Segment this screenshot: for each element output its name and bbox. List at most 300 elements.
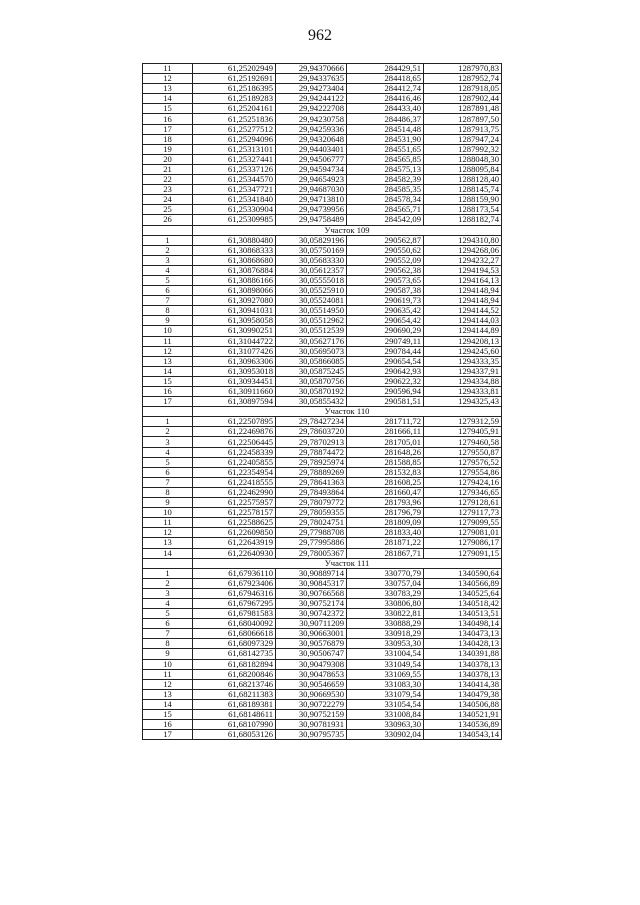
x-coordinate-cell: 281871,22 — [347, 538, 424, 548]
y-coordinate-cell: 1279117,73 — [424, 508, 502, 518]
x-coordinate-cell: 290622,32 — [347, 376, 424, 386]
longitude-cell: 30,05870756 — [276, 376, 347, 386]
latitude-cell: 61,68142735 — [193, 649, 276, 659]
x-coordinate-cell: 330963,30 — [347, 720, 424, 730]
table-row — [143, 235, 502, 245]
latitude-cell: 61,22640930 — [193, 548, 276, 558]
point-number-cell: 4 — [143, 447, 193, 457]
longitude-cell: 30,90663001 — [276, 629, 347, 639]
y-coordinate-cell: 1340391,88 — [424, 649, 502, 659]
y-coordinate-cell: 1340506,88 — [424, 699, 502, 709]
section-spacer-cell — [143, 407, 193, 417]
longitude-cell: 29,94758489 — [276, 215, 347, 225]
x-coordinate-cell: 281711,72 — [347, 417, 424, 427]
point-number-cell: 1 — [143, 235, 193, 245]
x-coordinate-cell: 284531,90 — [347, 134, 424, 144]
longitude-cell: 30,90781931 — [276, 720, 347, 730]
table-row — [143, 185, 502, 195]
latitude-cell: 61,25327441 — [193, 154, 276, 164]
x-coordinate-cell: 290642,93 — [347, 366, 424, 376]
longitude-cell: 29,78603720 — [276, 427, 347, 437]
y-coordinate-cell: 1279405,91 — [424, 427, 502, 437]
table-row — [143, 144, 502, 154]
longitude-cell: 30,90752174 — [276, 598, 347, 608]
longitude-cell: 30,90889714 — [276, 568, 347, 578]
point-number-cell: 1 — [143, 417, 193, 427]
table-row — [143, 336, 502, 346]
y-coordinate-cell: 1287947,24 — [424, 134, 502, 144]
latitude-cell: 61,25204161 — [193, 104, 276, 114]
y-coordinate-cell: 1279460,58 — [424, 437, 502, 447]
latitude-cell: 61,25202949 — [193, 64, 276, 74]
point-number-cell: 12 — [143, 346, 193, 356]
y-coordinate-cell: 1294232,27 — [424, 255, 502, 265]
x-coordinate-cell: 284565,71 — [347, 205, 424, 215]
longitude-cell: 30,90722279 — [276, 699, 347, 709]
longitude-cell: 30,05829196 — [276, 235, 347, 245]
y-coordinate-cell: 1340414,38 — [424, 679, 502, 689]
section-header-row — [143, 225, 502, 235]
x-coordinate-cell: 330918,29 — [347, 629, 424, 639]
x-coordinate-cell: 290635,42 — [347, 306, 424, 316]
y-coordinate-cell: 1340590,64 — [424, 568, 502, 578]
longitude-cell: 30,05855432 — [276, 397, 347, 407]
y-coordinate-cell: 1294208,13 — [424, 336, 502, 346]
x-coordinate-cell: 290654,54 — [347, 356, 424, 366]
x-coordinate-cell: 290690,29 — [347, 326, 424, 336]
y-coordinate-cell: 1340543,14 — [424, 730, 502, 740]
latitude-cell: 61,22643919 — [193, 538, 276, 548]
table-row — [143, 619, 502, 629]
y-coordinate-cell: 1288048,30 — [424, 154, 502, 164]
longitude-cell: 30,90766568 — [276, 588, 347, 598]
x-coordinate-cell: 284575,13 — [347, 164, 424, 174]
y-coordinate-cell: 1294144,89 — [424, 326, 502, 336]
point-number-cell: 2 — [143, 427, 193, 437]
point-number-cell: 6 — [143, 619, 193, 629]
point-number-cell: 21 — [143, 164, 193, 174]
y-coordinate-cell: 1279091,15 — [424, 548, 502, 558]
latitude-cell: 61,25313101 — [193, 144, 276, 154]
point-number-cell: 9 — [143, 649, 193, 659]
latitude-cell: 61,68040092 — [193, 619, 276, 629]
table-row — [143, 195, 502, 205]
y-coordinate-cell: 1294144,03 — [424, 316, 502, 326]
latitude-cell: 61,30911660 — [193, 387, 276, 397]
table-row — [143, 255, 502, 265]
table-row — [143, 114, 502, 124]
point-number-cell: 10 — [143, 326, 193, 336]
point-number-cell: 18 — [143, 134, 193, 144]
point-number-cell: 9 — [143, 498, 193, 508]
table-row — [143, 74, 502, 84]
y-coordinate-cell: 1279081,01 — [424, 528, 502, 538]
x-coordinate-cell: 331069,55 — [347, 669, 424, 679]
latitude-cell: 61,22354954 — [193, 467, 276, 477]
point-number-cell: 15 — [143, 376, 193, 386]
table-row — [143, 437, 502, 447]
y-coordinate-cell: 1294148,94 — [424, 286, 502, 296]
longitude-cell: 29,77995886 — [276, 538, 347, 548]
x-coordinate-cell: 331004,54 — [347, 649, 424, 659]
table-row — [143, 245, 502, 255]
x-coordinate-cell: 290619,73 — [347, 296, 424, 306]
longitude-cell: 30,90752159 — [276, 710, 347, 720]
table-row — [143, 538, 502, 548]
table-row — [143, 64, 502, 74]
y-coordinate-cell: 1294245,60 — [424, 346, 502, 356]
point-number-cell: 13 — [143, 689, 193, 699]
latitude-cell: 61,67981583 — [193, 609, 276, 619]
point-number-cell: 17 — [143, 397, 193, 407]
table-row — [143, 175, 502, 185]
longitude-cell: 30,05870192 — [276, 387, 347, 397]
x-coordinate-cell: 290749,11 — [347, 336, 424, 346]
table-row — [143, 134, 502, 144]
longitude-cell: 30,05512962 — [276, 316, 347, 326]
longitude-cell: 29,94230758 — [276, 114, 347, 124]
latitude-cell: 61,30963306 — [193, 356, 276, 366]
latitude-cell: 61,30876884 — [193, 265, 276, 275]
table-row — [143, 94, 502, 104]
latitude-cell: 61,68182894 — [193, 659, 276, 669]
point-number-cell: 22 — [143, 175, 193, 185]
table-row — [143, 467, 502, 477]
x-coordinate-cell: 284416,46 — [347, 94, 424, 104]
table-row — [143, 588, 502, 598]
longitude-cell: 29,78005367 — [276, 548, 347, 558]
point-number-cell: 15 — [143, 710, 193, 720]
latitude-cell: 61,22609850 — [193, 528, 276, 538]
latitude-cell: 61,25330904 — [193, 205, 276, 215]
table-row — [143, 508, 502, 518]
table-row — [143, 578, 502, 588]
x-coordinate-cell: 284514,48 — [347, 124, 424, 134]
x-coordinate-cell: 284429,51 — [347, 64, 424, 74]
point-number-cell: 6 — [143, 467, 193, 477]
point-number-cell: 5 — [143, 275, 193, 285]
y-coordinate-cell: 1294325,43 — [424, 397, 502, 407]
section-header-row — [143, 407, 502, 417]
y-coordinate-cell: 1279128,61 — [424, 498, 502, 508]
x-coordinate-cell: 284486,37 — [347, 114, 424, 124]
table-row — [143, 720, 502, 730]
x-coordinate-cell: 284582,39 — [347, 175, 424, 185]
latitude-cell: 61,25344570 — [193, 175, 276, 185]
x-coordinate-cell: 290784,44 — [347, 346, 424, 356]
x-coordinate-cell: 330888,29 — [347, 619, 424, 629]
latitude-cell: 61,22458339 — [193, 447, 276, 457]
point-number-cell: 8 — [143, 639, 193, 649]
table-row — [143, 669, 502, 679]
table-row — [143, 447, 502, 457]
y-coordinate-cell: 1287992,32 — [424, 144, 502, 154]
table-row — [143, 296, 502, 306]
point-number-cell: 11 — [143, 518, 193, 528]
y-coordinate-cell: 1279312,59 — [424, 417, 502, 427]
latitude-cell: 61,67923406 — [193, 578, 276, 588]
x-coordinate-cell: 330757,04 — [347, 578, 424, 588]
x-coordinate-cell: 281793,96 — [347, 498, 424, 508]
table-row — [143, 104, 502, 114]
x-coordinate-cell: 331008,84 — [347, 710, 424, 720]
table-row — [143, 498, 502, 508]
x-coordinate-cell: 290587,38 — [347, 286, 424, 296]
point-number-cell: 6 — [143, 286, 193, 296]
longitude-cell: 29,94222708 — [276, 104, 347, 114]
longitude-cell: 29,78024751 — [276, 518, 347, 528]
longitude-cell: 30,90478653 — [276, 669, 347, 679]
table-row — [143, 730, 502, 740]
point-number-cell: 3 — [143, 255, 193, 265]
latitude-cell: 61,68097329 — [193, 639, 276, 649]
latitude-cell: 61,67936110 — [193, 568, 276, 578]
longitude-cell: 30,05524081 — [276, 296, 347, 306]
y-coordinate-cell: 1294333,35 — [424, 356, 502, 366]
point-number-cell: 26 — [143, 215, 193, 225]
point-number-cell: 25 — [143, 205, 193, 215]
point-number-cell: 4 — [143, 265, 193, 275]
section-title: Участок 109 — [193, 225, 502, 235]
longitude-cell: 30,05866085 — [276, 356, 347, 366]
latitude-cell: 61,25294096 — [193, 134, 276, 144]
y-coordinate-cell: 1288159,90 — [424, 195, 502, 205]
point-number-cell: 17 — [143, 124, 193, 134]
point-number-cell: 4 — [143, 598, 193, 608]
point-number-cell: 11 — [143, 336, 193, 346]
point-number-cell: 3 — [143, 588, 193, 598]
x-coordinate-cell: 331049,54 — [347, 659, 424, 669]
latitude-cell: 61,67946316 — [193, 588, 276, 598]
y-coordinate-cell: 1294194,53 — [424, 265, 502, 275]
table-row — [143, 427, 502, 437]
y-coordinate-cell: 1287902,44 — [424, 94, 502, 104]
table-row — [143, 356, 502, 366]
y-coordinate-cell: 1340479,38 — [424, 689, 502, 699]
point-number-cell: 7 — [143, 629, 193, 639]
longitude-cell: 30,05695073 — [276, 346, 347, 356]
table-row — [143, 366, 502, 376]
point-number-cell: 8 — [143, 487, 193, 497]
point-number-cell: 12 — [143, 74, 193, 84]
table-row — [143, 387, 502, 397]
table-row — [143, 568, 502, 578]
longitude-cell: 30,90669530 — [276, 689, 347, 699]
page-number: 962 — [308, 27, 332, 44]
longitude-cell: 30,05875245 — [276, 366, 347, 376]
point-number-cell: 16 — [143, 720, 193, 730]
latitude-cell: 61,30868680 — [193, 255, 276, 265]
table-row — [143, 629, 502, 639]
x-coordinate-cell: 331054,54 — [347, 699, 424, 709]
point-number-cell: 7 — [143, 296, 193, 306]
x-coordinate-cell: 284542,09 — [347, 215, 424, 225]
longitude-cell: 29,94320648 — [276, 134, 347, 144]
table-row — [143, 417, 502, 427]
longitude-cell: 30,90711209 — [276, 619, 347, 629]
point-number-cell: 19 — [143, 144, 193, 154]
table-row — [143, 316, 502, 326]
point-number-cell: 24 — [143, 195, 193, 205]
y-coordinate-cell: 1294164,13 — [424, 275, 502, 285]
table-row — [143, 659, 502, 669]
x-coordinate-cell: 281532,83 — [347, 467, 424, 477]
y-coordinate-cell: 1294148,94 — [424, 296, 502, 306]
x-coordinate-cell: 281833,40 — [347, 528, 424, 538]
point-number-cell: 5 — [143, 609, 193, 619]
y-coordinate-cell: 1279550,87 — [424, 447, 502, 457]
table-row — [143, 84, 502, 94]
x-coordinate-cell: 290581,51 — [347, 397, 424, 407]
point-number-cell: 7 — [143, 477, 193, 487]
section-header-row — [143, 558, 502, 568]
y-coordinate-cell: 1279554,86 — [424, 467, 502, 477]
coordinates-table-body — [143, 64, 502, 740]
x-coordinate-cell: 290654,42 — [347, 316, 424, 326]
longitude-cell: 30,05514950 — [276, 306, 347, 316]
table-row — [143, 205, 502, 215]
y-coordinate-cell: 1288173,54 — [424, 205, 502, 215]
x-coordinate-cell: 330783,29 — [347, 588, 424, 598]
x-coordinate-cell: 281867,71 — [347, 548, 424, 558]
y-coordinate-cell: 1340518,42 — [424, 598, 502, 608]
latitude-cell: 61,30897594 — [193, 397, 276, 407]
longitude-cell: 30,90576879 — [276, 639, 347, 649]
latitude-cell: 61,25309985 — [193, 215, 276, 225]
table-row — [143, 609, 502, 619]
table-row — [143, 487, 502, 497]
x-coordinate-cell: 330902,04 — [347, 730, 424, 740]
point-number-cell: 8 — [143, 306, 193, 316]
latitude-cell: 61,30934451 — [193, 376, 276, 386]
table-row — [143, 265, 502, 275]
latitude-cell: 61,25186395 — [193, 84, 276, 94]
coordinates-table — [142, 63, 502, 740]
latitude-cell: 61,30886166 — [193, 275, 276, 285]
longitude-cell: 30,05750169 — [276, 245, 347, 255]
table-row — [143, 710, 502, 720]
table-row — [143, 457, 502, 467]
x-coordinate-cell: 281648,26 — [347, 447, 424, 457]
x-coordinate-cell: 330806,80 — [347, 598, 424, 608]
point-number-cell: 12 — [143, 528, 193, 538]
x-coordinate-cell: 281660,47 — [347, 487, 424, 497]
y-coordinate-cell: 1294268,06 — [424, 245, 502, 255]
y-coordinate-cell: 1288182,74 — [424, 215, 502, 225]
section-spacer-cell — [143, 225, 193, 235]
table-row — [143, 699, 502, 709]
x-coordinate-cell: 281705,01 — [347, 437, 424, 447]
y-coordinate-cell: 1279099,55 — [424, 518, 502, 528]
table-row — [143, 528, 502, 538]
table-row — [143, 548, 502, 558]
longitude-cell: 29,78079772 — [276, 498, 347, 508]
x-coordinate-cell: 290550,62 — [347, 245, 424, 255]
point-number-cell: 14 — [143, 548, 193, 558]
longitude-cell: 29,94370666 — [276, 64, 347, 74]
x-coordinate-cell: 290562,38 — [347, 265, 424, 275]
longitude-cell: 30,90845317 — [276, 578, 347, 588]
longitude-cell: 30,90742372 — [276, 609, 347, 619]
longitude-cell: 29,78889269 — [276, 467, 347, 477]
longitude-cell: 29,94713810 — [276, 195, 347, 205]
latitude-cell: 61,30898066 — [193, 286, 276, 296]
table-row — [143, 346, 502, 356]
latitude-cell: 61,25189283 — [193, 94, 276, 104]
longitude-cell: 30,05512539 — [276, 326, 347, 336]
x-coordinate-cell: 330770,79 — [347, 568, 424, 578]
longitude-cell: 29,78874472 — [276, 447, 347, 457]
x-coordinate-cell: 290596,94 — [347, 387, 424, 397]
point-number-cell: 2 — [143, 578, 193, 588]
x-coordinate-cell: 284433,40 — [347, 104, 424, 114]
latitude-cell: 61,22575957 — [193, 498, 276, 508]
longitude-cell: 29,94739956 — [276, 205, 347, 215]
y-coordinate-cell: 1279424,16 — [424, 477, 502, 487]
x-coordinate-cell: 290552,09 — [347, 255, 424, 265]
latitude-cell: 61,25277512 — [193, 124, 276, 134]
longitude-cell: 29,94337635 — [276, 74, 347, 84]
longitude-cell: 29,78427234 — [276, 417, 347, 427]
y-coordinate-cell: 1279086,17 — [424, 538, 502, 548]
longitude-cell: 30,05555018 — [276, 275, 347, 285]
x-coordinate-cell: 281809,09 — [347, 518, 424, 528]
y-coordinate-cell: 1340566,89 — [424, 578, 502, 588]
point-number-cell: 16 — [143, 114, 193, 124]
x-coordinate-cell: 281796,79 — [347, 508, 424, 518]
y-coordinate-cell: 1287913,75 — [424, 124, 502, 134]
y-coordinate-cell: 1288095,84 — [424, 164, 502, 174]
longitude-cell: 30,90506747 — [276, 649, 347, 659]
table-row — [143, 518, 502, 528]
latitude-cell: 61,22506445 — [193, 437, 276, 447]
x-coordinate-cell: 330953,30 — [347, 639, 424, 649]
y-coordinate-cell: 1288145,74 — [424, 185, 502, 195]
section-title: Участок 111 — [193, 558, 502, 568]
y-coordinate-cell: 1287952,74 — [424, 74, 502, 84]
x-coordinate-cell: 284578,34 — [347, 195, 424, 205]
y-coordinate-cell: 1287918,05 — [424, 84, 502, 94]
y-coordinate-cell: 1288128,40 — [424, 175, 502, 185]
table-row — [143, 598, 502, 608]
latitude-cell: 61,22578157 — [193, 508, 276, 518]
point-number-cell: 1 — [143, 568, 193, 578]
latitude-cell: 61,25337126 — [193, 164, 276, 174]
x-coordinate-cell: 284412,74 — [347, 84, 424, 94]
point-number-cell: 13 — [143, 356, 193, 366]
latitude-cell: 61,22507895 — [193, 417, 276, 427]
y-coordinate-cell: 1279576,52 — [424, 457, 502, 467]
latitude-cell: 61,30868333 — [193, 245, 276, 255]
x-coordinate-cell: 284585,35 — [347, 185, 424, 195]
table-row — [143, 689, 502, 699]
y-coordinate-cell: 1340498,14 — [424, 619, 502, 629]
y-coordinate-cell: 1340473,13 — [424, 629, 502, 639]
table-row — [143, 154, 502, 164]
y-coordinate-cell: 1287891,48 — [424, 104, 502, 114]
x-coordinate-cell: 284565,85 — [347, 154, 424, 164]
point-number-cell: 11 — [143, 64, 193, 74]
x-coordinate-cell: 331079,54 — [347, 689, 424, 699]
x-coordinate-cell: 281588,85 — [347, 457, 424, 467]
point-number-cell: 5 — [143, 457, 193, 467]
latitude-cell: 61,25192691 — [193, 74, 276, 84]
longitude-cell: 29,94687030 — [276, 185, 347, 195]
longitude-cell: 29,94594734 — [276, 164, 347, 174]
y-coordinate-cell: 1294144,52 — [424, 306, 502, 316]
latitude-cell: 61,25341840 — [193, 195, 276, 205]
y-coordinate-cell: 1294310,80 — [424, 235, 502, 245]
